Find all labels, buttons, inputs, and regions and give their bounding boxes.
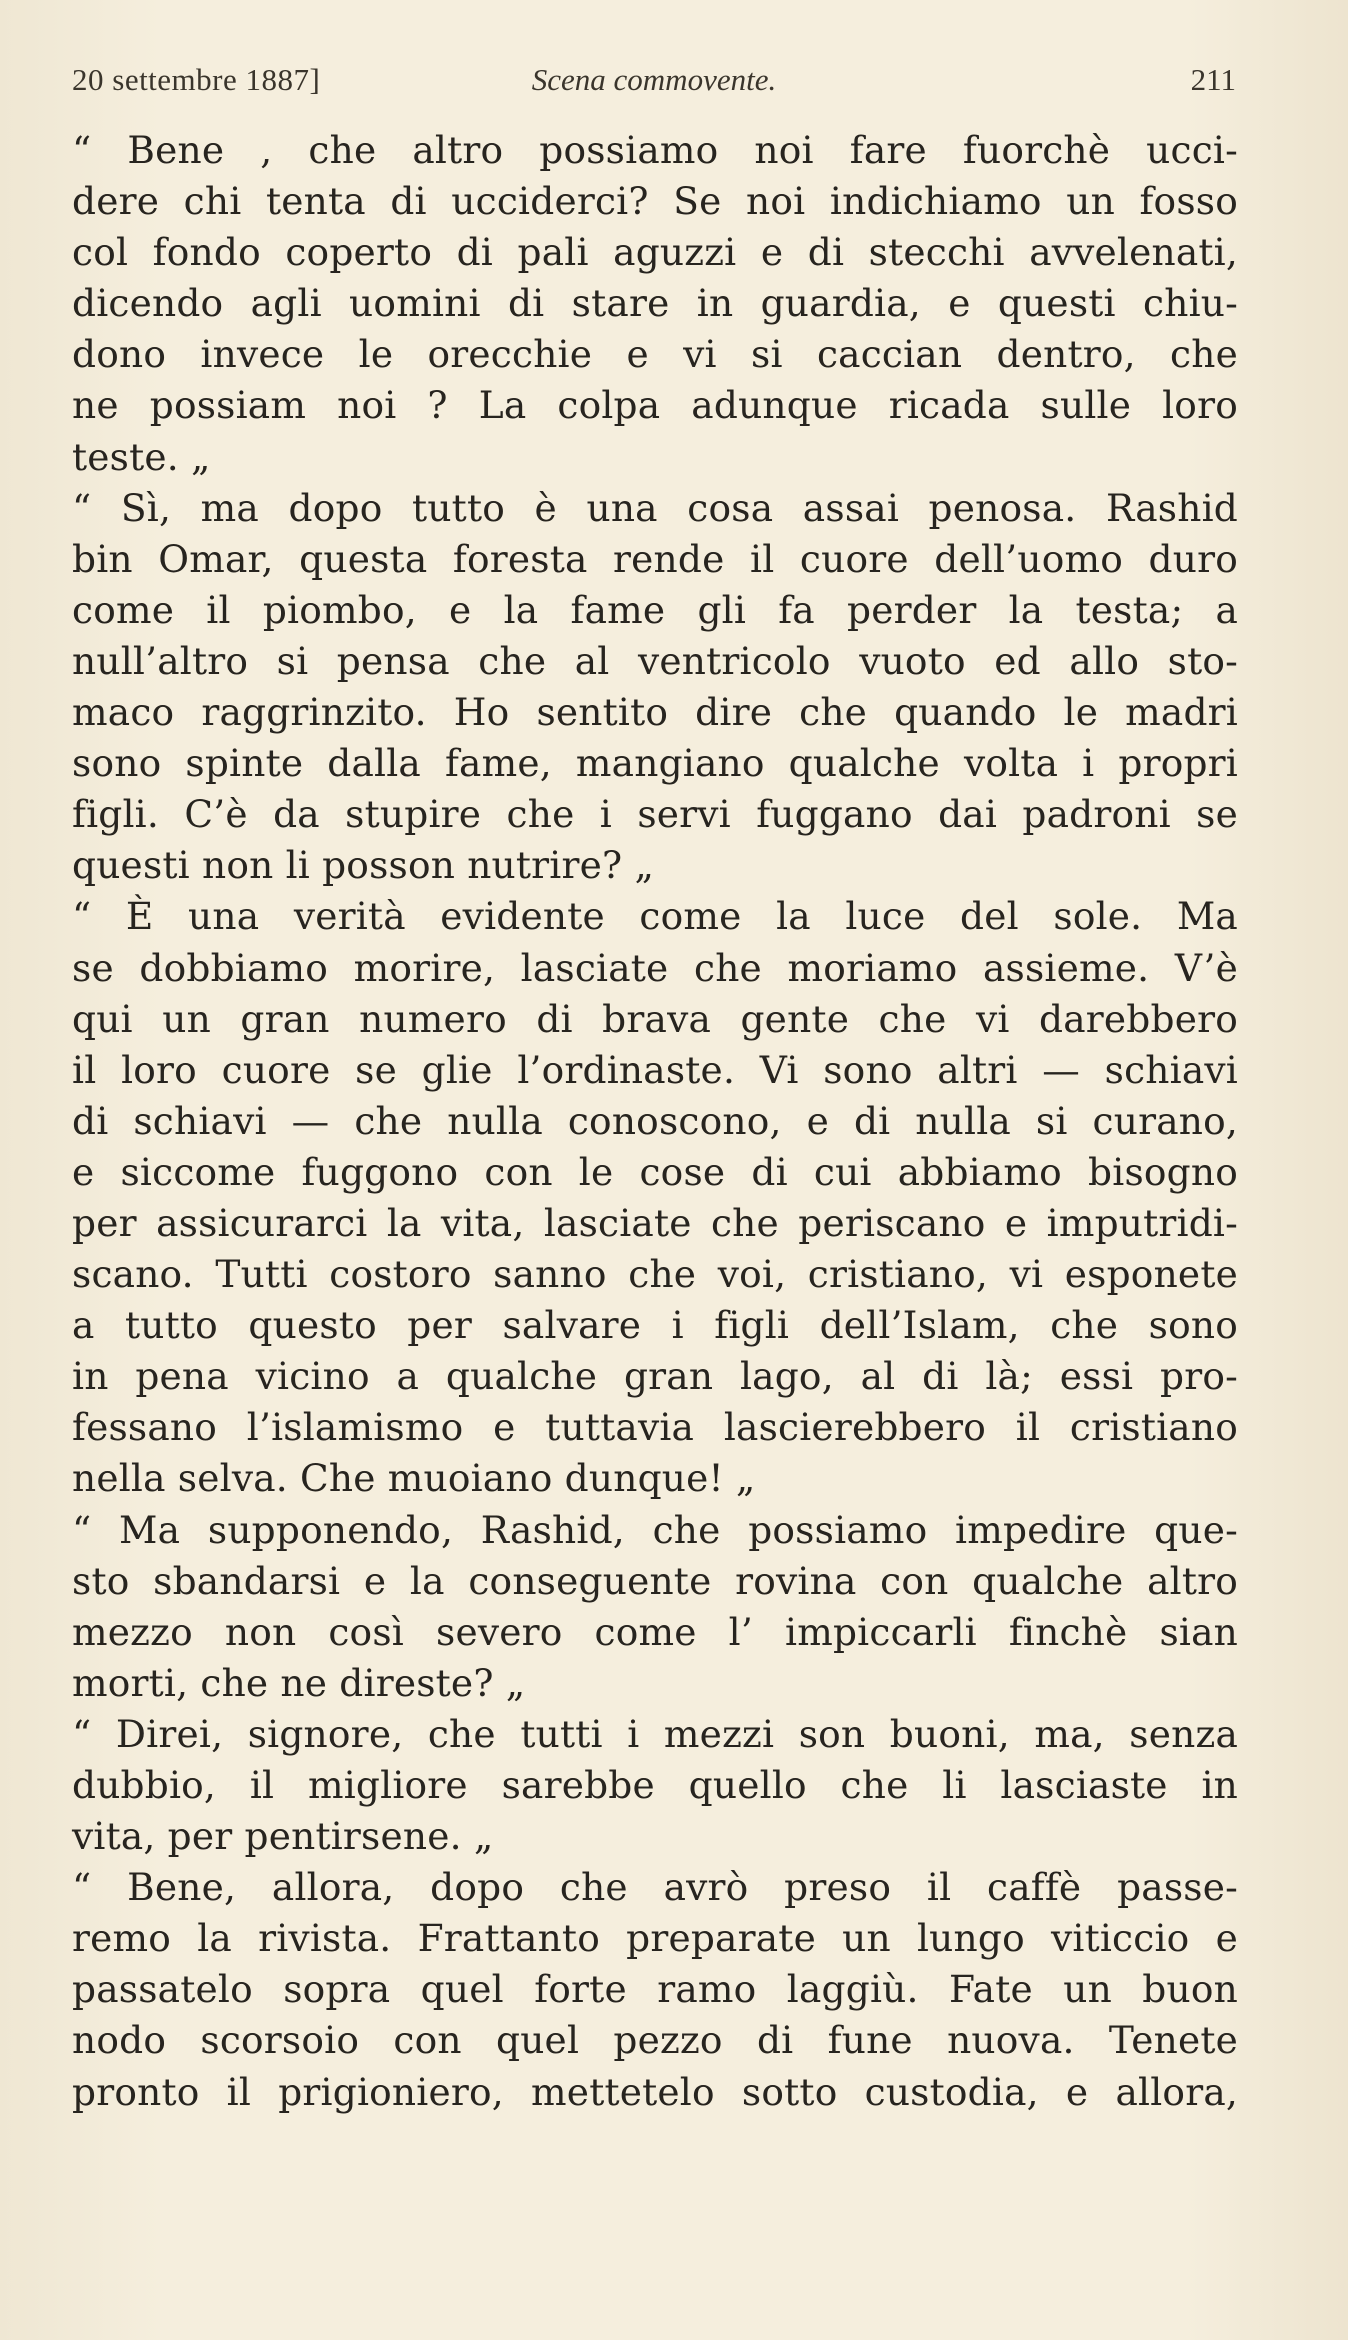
- text-line: mezzo non così severo come l’ impiccarli finchè sian: [72, 1609, 1238, 1654]
- text-line: a tutto questo per salvare i figli dell’Islam, che sono: [72, 1303, 1238, 1348]
- text-line: bin Omar, questa foresta rende il cuore dell’uomo duro: [72, 536, 1238, 581]
- page-number: 211: [1190, 62, 1236, 97]
- text-line: come il piombo, e la fame gli fa perder la testa; a: [72, 587, 1238, 632]
- header-date: 20 settembre 1887]: [72, 62, 321, 97]
- text-line: qui un gran numero di brava gente che vi darebbero: [72, 996, 1238, 1041]
- text-line: null’altro si pensa che al ventricolo vuoto ed allo sto-: [72, 638, 1238, 683]
- text-line: vita, per pentirsene. „: [72, 1814, 494, 1859]
- text-line: per assicurarci la vita, lasciate che periscano e imputridi-: [72, 1200, 1238, 1245]
- text-line: nella selva. Che muoiano dunque! „: [72, 1456, 756, 1501]
- text-line: dono invece le orecchie e vi si caccian dentro, che: [72, 332, 1238, 377]
- text-line: in pena vicino a qualche gran lago, al di là; essi pro-: [72, 1354, 1238, 1399]
- text-line: di schiavi — che nulla conoscono, e di nulla si curano,: [72, 1098, 1238, 1143]
- text-line: remo la rivista. Frattanto preparate un lungo viticcio e: [72, 1916, 1238, 1961]
- text-line: “ Ma supponendo, Rashid, che possiamo impedire que-: [72, 1507, 1238, 1552]
- text-line: “ Bene, allora, dopo che avrò preso il caffè passe-: [72, 1865, 1238, 1910]
- running-head: [72, 62, 1236, 106]
- text-line: dubbio, il migliore sarebbe quello che li lasciaste in: [72, 1763, 1238, 1807]
- text-line: maco raggrinzito. Ho sentito dire che quando le madri: [72, 690, 1238, 735]
- body-text: [72, 125, 1238, 2118]
- text-line: col fondo coperto di pali aguzzi e di stecchi avvelenati,: [72, 230, 1238, 275]
- text-line: fessano l’islamismo e tuttavia lascierebbero il cristiano: [72, 1405, 1238, 1450]
- text-line: “ Bene , che altro possiamo noi fare fuorchè ucci-: [72, 128, 1238, 172]
- text-line: “ È una verità evidente come la luce del sole. Ma: [72, 894, 1238, 939]
- text-line: ne possiam noi ? La colpa adunque ricada sulle loro: [72, 383, 1238, 428]
- text-line: nodo scorsoio con quel pezzo di fune nuova. Tenete: [72, 2018, 1238, 2063]
- text-line: passatelo sopra quel forte ramo laggiù. Fate un buon: [72, 1967, 1238, 2012]
- text-line: pronto il prigioniero, mettetelo sotto custodia, e allora,: [72, 2069, 1238, 2114]
- text-line: se dobbiamo morire, lasciate che moriamo assieme. V’è: [72, 945, 1238, 990]
- text-line: dere chi tenta di ucciderci? Se noi indichiamo un fosso: [72, 179, 1238, 224]
- text-line: morti, che ne direste? „: [72, 1660, 526, 1705]
- text-line: sto sbandarsi e la conseguente rovina con qualche altro: [72, 1558, 1238, 1603]
- text-line: e siccome fuggono con le cose di cui abbiamo bisogno: [72, 1149, 1238, 1194]
- text-line: “ Sì, ma dopo tutto è una cosa assai penosa. Rashid: [72, 485, 1238, 530]
- text-line: “ Direi, signore, che tutti i mezzi son buoni, ma, senza: [72, 1711, 1238, 1756]
- chapter-title: Scena commovente.: [531, 62, 777, 97]
- text-line: questi non li posson nutrire? „: [72, 843, 655, 888]
- text-line: il loro cuore se glie l’ordinaste. Vi sono altri — schiavi: [72, 1047, 1238, 1092]
- text-line: dicendo agli uomini di stare in guardia, e questi chiu-: [72, 281, 1238, 326]
- text-line: scano. Tutti costoro sanno che voi, cristiano, vi esponete: [72, 1252, 1238, 1297]
- text-line: figli. C’è da stupire che i servi fuggano dai padroni se: [72, 792, 1238, 837]
- text-line: sono spinte dalla fame, mangiano qualche volta i propri: [72, 741, 1238, 786]
- text-line: teste. „: [72, 434, 211, 479]
